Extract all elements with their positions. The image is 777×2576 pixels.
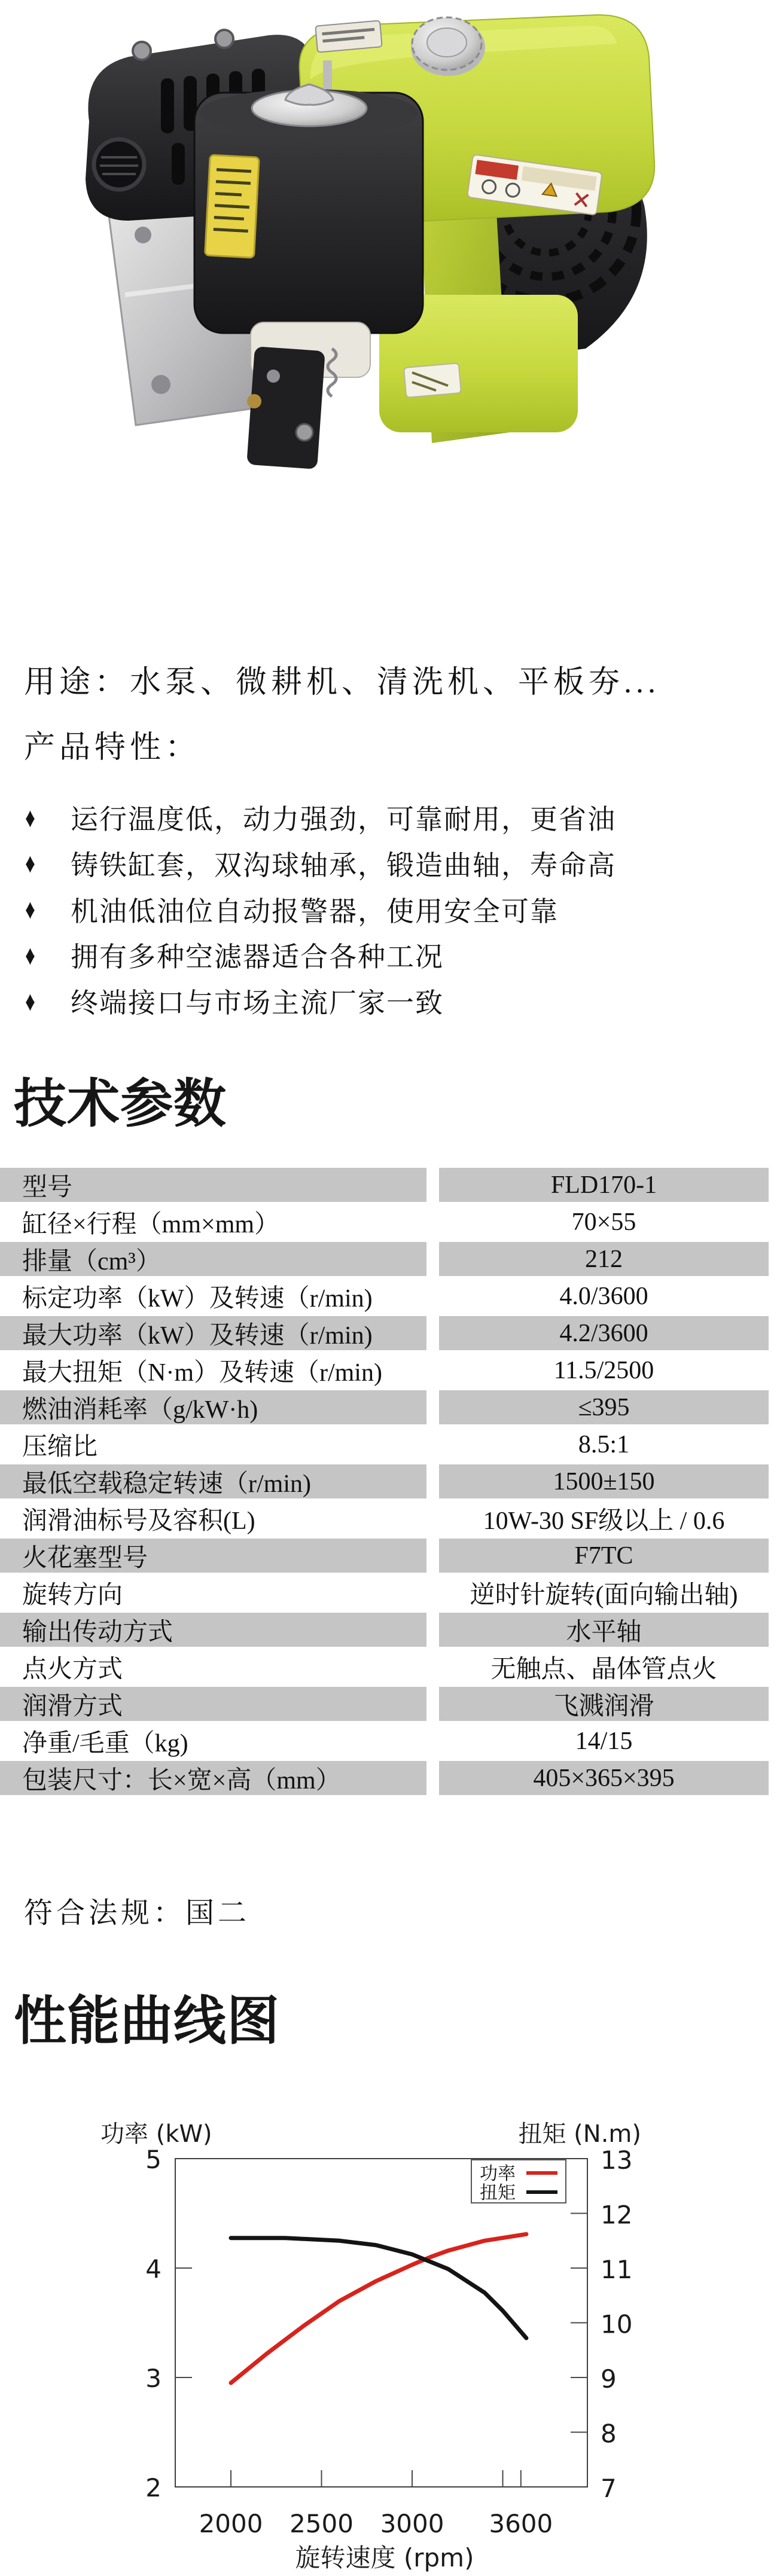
- y-right-tick-label: 10: [601, 2309, 633, 2339]
- spec-value: 10W-30 SF级以上 / 0.6: [483, 1507, 725, 1535]
- spec-label: 型号: [0, 1168, 426, 1202]
- table-row: [0, 1613, 777, 1650]
- table-row: [0, 1724, 777, 1761]
- feature-text: 机油低油位自动报警器，使用安全可靠: [71, 896, 559, 927]
- right-axis-title: 扭矩 (N.m): [518, 2120, 641, 2148]
- chart-legend: [471, 2160, 566, 2203]
- table-row: [0, 1279, 777, 1316]
- spec-value: 70×55: [571, 1208, 636, 1236]
- x-tick-label: 3600: [489, 2509, 553, 2538]
- spec-label: 点火方式: [22, 1655, 123, 1683]
- legend-label: 功率: [480, 2164, 516, 2184]
- spec-value: 8.5:1: [578, 1430, 630, 1458]
- feature-text: 运行温度低，动力强劲，可靠耐用，更省油: [71, 804, 616, 835]
- table-row: [0, 1687, 777, 1724]
- table-row: [0, 1242, 777, 1279]
- feature-item: [25, 892, 559, 927]
- specs-title: 技术参数: [14, 1076, 227, 1134]
- y-right-tick-label: 13: [601, 2145, 633, 2175]
- fuel-cap: [411, 17, 485, 76]
- table-row: [0, 1168, 777, 1205]
- spec-label: 最低空载稳定转速（r/min): [0, 1464, 426, 1498]
- bullet-diamond-icon: ♦: [25, 939, 35, 970]
- tank-label: [315, 20, 382, 52]
- spec-label: 净重/毛重（kg): [22, 1729, 188, 1757]
- legend-label: 扭矩: [480, 2183, 516, 2203]
- spec-label: 压缩比: [22, 1433, 98, 1461]
- bullet-diamond-icon: ♦: [25, 985, 35, 1017]
- spec-value: 逆时针旋转(面向输出轴): [470, 1581, 738, 1609]
- spec-table: [0, 1168, 777, 1798]
- spec-label: 最大扭矩（N·m）及转速（r/min): [22, 1359, 382, 1387]
- data-series: [231, 2234, 526, 2383]
- spec-label: 标定功率（kW）及转速（r/min): [22, 1284, 373, 1313]
- y-right-tick-label: 12: [601, 2200, 633, 2230]
- spec-label: 最大功率（kW）及转速（r/min): [0, 1316, 426, 1350]
- carburetor-details: [246, 346, 336, 469]
- bullet-diamond-icon: ♦: [25, 894, 35, 924]
- spec-value: 4.0/3600: [559, 1282, 648, 1310]
- air-filter-label: [205, 155, 260, 258]
- performance-chart: [0, 2093, 777, 2576]
- spec-value: ≤395: [439, 1390, 769, 1424]
- feature-item: [25, 846, 616, 881]
- axis-ticks: [175, 2214, 587, 2488]
- spec-value: 212: [439, 1242, 769, 1276]
- x-tick-label: 2000: [199, 2509, 263, 2538]
- table-row: [0, 1761, 777, 1798]
- usage-line: 用途：水泵、微耕机、清洗机、平板夯...: [24, 666, 660, 700]
- feature-item: [25, 799, 616, 835]
- table-row: [0, 1205, 777, 1242]
- table-row: [0, 1501, 777, 1539]
- left-axis-title: 功率 (kW): [100, 2120, 212, 2148]
- spec-value: 405×365×395: [439, 1761, 769, 1795]
- x-tick-label: 2500: [290, 2509, 354, 2538]
- table-row: [0, 1390, 777, 1427]
- plot-border: [175, 2159, 587, 2487]
- table-row: [0, 1353, 777, 1390]
- feature-text: 拥有多种空滤器适合各种工况: [71, 942, 444, 973]
- spec-label: 输出传动方式: [0, 1613, 426, 1647]
- bullet-diamond-icon: ♦: [25, 848, 35, 879]
- y-left-tick-label: 5: [145, 2145, 162, 2174]
- spec-value: F7TC: [439, 1539, 769, 1573]
- feature-text: 终端接口与市场主流厂家一致: [71, 988, 444, 1018]
- spec-label: 缸径×行程（mm×mm）: [22, 1210, 280, 1238]
- air-filter: [194, 60, 423, 377]
- spec-label: 包装尺寸：长×宽×高（mm）: [0, 1761, 426, 1795]
- spec-value: 飞溅润滑: [439, 1687, 769, 1721]
- table-row: [0, 1539, 777, 1576]
- spec-value: 1500±150: [439, 1464, 769, 1498]
- spec-value: 4.2/3600: [439, 1316, 769, 1350]
- power-curve: [231, 2234, 526, 2383]
- x-tick-label: 3000: [380, 2509, 444, 2538]
- x-axis-title: 旋转速度 (rpm): [295, 2543, 474, 2572]
- y-right-tick-label: 9: [601, 2364, 617, 2394]
- spec-label: 润滑油标号及容积(L): [22, 1507, 255, 1535]
- y-left-tick-label: 3: [145, 2364, 162, 2393]
- compliance-line: 符合法规：国二: [24, 1897, 251, 1929]
- spec-label: 润滑方式: [0, 1687, 426, 1721]
- y-left-tick-label: 2: [145, 2473, 162, 2502]
- bullet-diamond-icon: ♦: [25, 802, 35, 833]
- torque-curve: [231, 2238, 526, 2338]
- feature-item: [25, 983, 444, 1019]
- feature-item: [25, 937, 444, 973]
- spec-value: FLD170-1: [439, 1168, 769, 1202]
- spec-value: 水平轴: [439, 1613, 769, 1647]
- engine-photo: [71, 14, 659, 660]
- table-row: [0, 1427, 777, 1464]
- spec-value: 14/15: [575, 1727, 633, 1755]
- table-row: [0, 1576, 777, 1613]
- y-right-tick-label: 11: [601, 2255, 633, 2284]
- plot-axes: [175, 2159, 587, 2487]
- spec-value: 11.5/2500: [553, 1356, 654, 1384]
- spec-label: 排量（cm³）: [0, 1242, 426, 1276]
- y-right-tick-label: 7: [601, 2474, 617, 2503]
- feature-text: 铸铁缸套，双沟球轴承，锻造曲轴，寿命高: [71, 850, 616, 881]
- spec-label: 旋转方向: [22, 1581, 123, 1609]
- features-title: 产品特性：: [24, 731, 201, 765]
- spec-label: 火花塞型号: [0, 1539, 426, 1573]
- y-right-tick-label: 8: [601, 2419, 617, 2449]
- performance-title: 性能曲线图: [14, 1993, 281, 2051]
- y-left-tick-label: 4: [145, 2254, 162, 2284]
- spec-label: 燃油消耗率（g/kW·h): [0, 1390, 426, 1424]
- table-row: [0, 1464, 777, 1501]
- table-row: [0, 1316, 777, 1353]
- spec-value: 无触点、晶体管点火: [490, 1655, 717, 1683]
- table-row: [0, 1650, 777, 1687]
